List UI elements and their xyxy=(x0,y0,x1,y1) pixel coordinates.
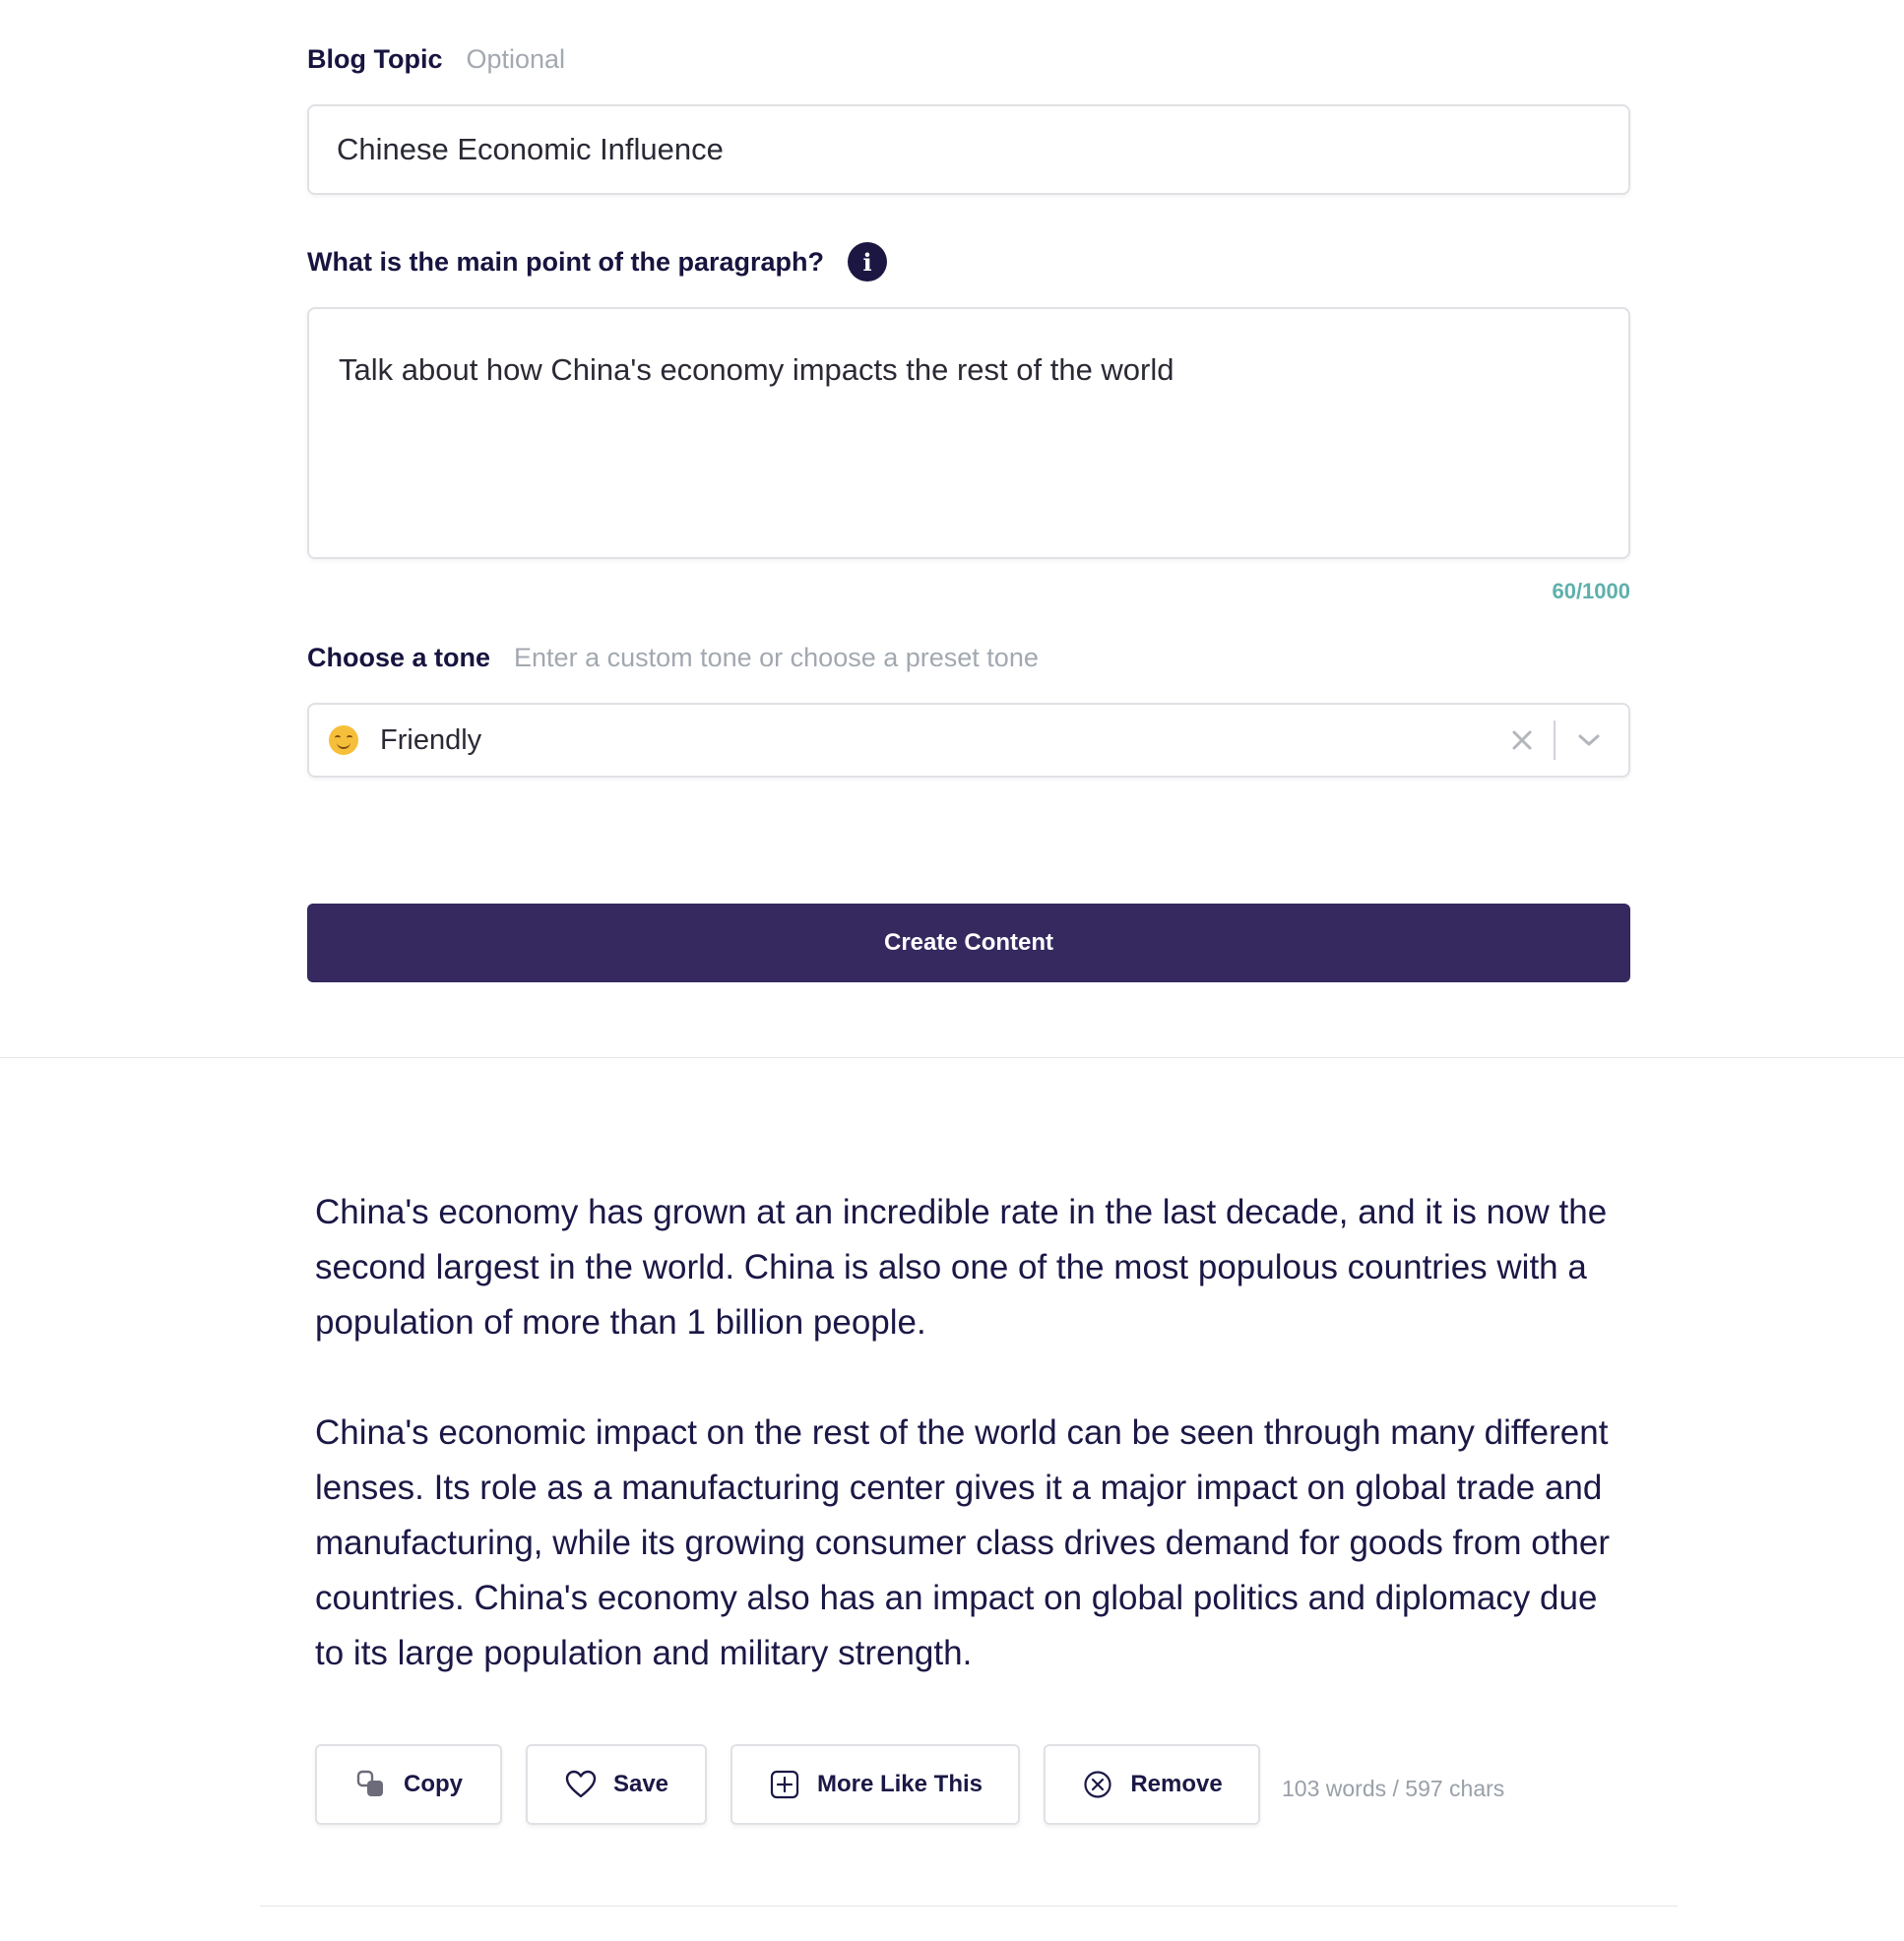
main-point-textarea[interactable] xyxy=(307,307,1630,559)
save-button[interactable] xyxy=(526,1744,707,1825)
copy-icon xyxy=(354,1768,388,1801)
chevron-down-icon[interactable] xyxy=(1569,720,1609,760)
output-paragraph: China's economic impact on the rest of the world can be seen through many different lenses. Its role as a manufacturing center gives it a major impact on global trade and manufacturing, while its growing consumer class drives demand for goods from other countries. China's economy also has an impact on global politics and diplomacy due to its large population and military strength. xyxy=(315,1413,1611,1672)
tone-label-row xyxy=(307,638,1630,677)
tone-select[interactable] xyxy=(307,703,1630,778)
tone-label: Choose a tone xyxy=(307,642,491,672)
close-circle-icon xyxy=(1081,1768,1114,1801)
main-point-label-row xyxy=(307,242,1630,282)
save-label: Save xyxy=(612,1771,669,1797)
plus-square-icon xyxy=(768,1768,801,1801)
word-char-stats: 103 words / 597 chars xyxy=(1282,1775,1505,1801)
character-counter: 60/1000 xyxy=(1552,579,1630,603)
section-divider xyxy=(0,1057,1904,1058)
generated-output xyxy=(315,1185,1634,1736)
remove-button[interactable] xyxy=(1044,1744,1260,1825)
blog-topic-input[interactable] xyxy=(307,104,1630,195)
more-like-this-button[interactable] xyxy=(730,1744,1020,1825)
bottom-divider xyxy=(260,1906,1678,1907)
copy-button[interactable] xyxy=(315,1744,502,1825)
remove-label: Remove xyxy=(1130,1771,1223,1797)
output-paragraph: China's economy has grown at an incredible rate in the last decade, and it is now the second largest in the world. China is also one of the most populous countries with a population of more than 1 billion people. xyxy=(315,1193,1608,1342)
tone-hint: Enter a custom tone or choose a preset tone xyxy=(514,642,1039,672)
blog-topic-input-value: Chinese Economic Influence xyxy=(337,132,724,166)
close-icon[interactable] xyxy=(1502,720,1542,760)
more-like-this-label: More Like This xyxy=(816,1771,984,1797)
blog-topic-label-row xyxy=(307,39,1630,79)
main-point-textarea-value: Talk about how China's economy impacts the rest of the world xyxy=(339,352,1174,387)
smiling-face-emoji-icon xyxy=(329,725,358,755)
select-separator xyxy=(1554,720,1555,760)
tone-select-value: Friendly xyxy=(380,723,482,756)
info-icon[interactable]: i xyxy=(848,242,887,282)
content-form xyxy=(307,39,1630,982)
heart-icon xyxy=(564,1768,598,1801)
copy-label: Copy xyxy=(404,1771,463,1797)
main-point-label: What is the main point of the paragraph? xyxy=(307,246,825,277)
blog-topic-label: Blog Topic xyxy=(307,43,443,74)
output-actions xyxy=(315,1744,1504,1825)
blog-topic-optional-hint: Optional xyxy=(466,43,566,74)
create-content-button[interactable]: Create Content xyxy=(307,904,1630,982)
